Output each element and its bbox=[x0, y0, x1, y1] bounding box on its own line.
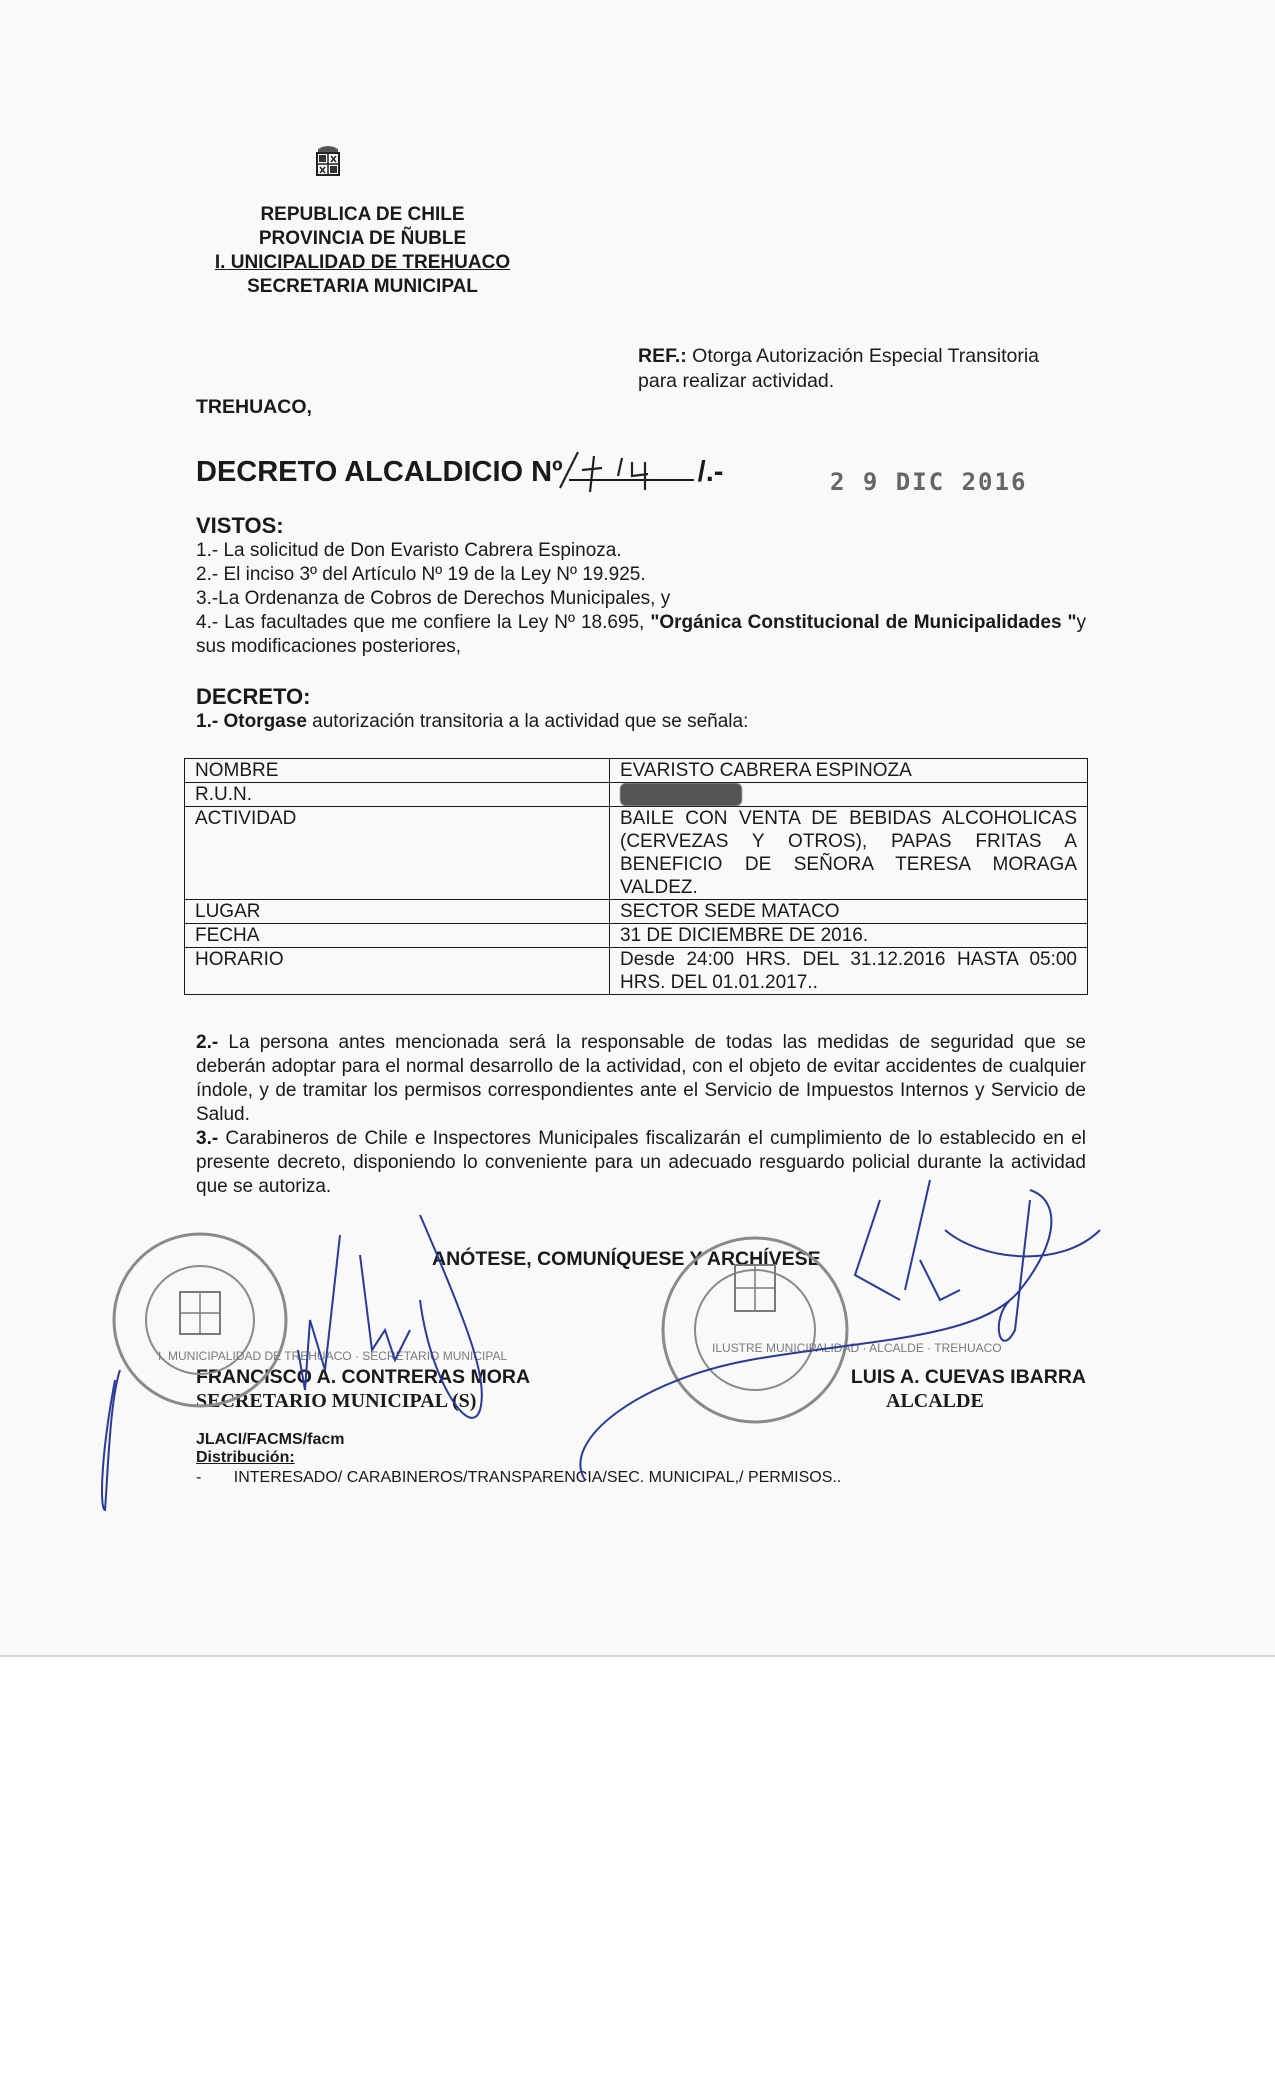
ref-label: REF.: bbox=[638, 345, 687, 367]
redacted-run: 10.734.179-K bbox=[620, 783, 742, 806]
footer bbox=[196, 1431, 1086, 1487]
table-cell-value: EVARISTO CABRERA ESPINOZA bbox=[610, 759, 1088, 783]
header-country: REPUBLICA DE CHILE bbox=[260, 204, 465, 225]
vistos-item-1: 1.- La solicitud de Don Evaristo Cabrera Espinoza. bbox=[196, 540, 622, 561]
decree-suffix: /.- bbox=[697, 456, 724, 488]
authorization-table bbox=[184, 758, 1088, 995]
decree-title-text: DECRETO ALCALDICIO Nº bbox=[196, 456, 563, 488]
header-province: PROVINCIA DE ÑUBLE bbox=[258, 228, 467, 249]
mayor-title: ALCALDE bbox=[886, 1390, 984, 1412]
table-row bbox=[185, 807, 1088, 900]
table-cell-value: SECTOR SEDE MATACO bbox=[610, 900, 1088, 924]
vistos-item-3: 3.-La Ordenanza de Cobros de Derechos Municipales, y bbox=[196, 588, 671, 609]
vistos-item-4-law: "Orgánica Constitucional de Municipalidades " bbox=[650, 612, 1077, 633]
letterhead bbox=[170, 203, 555, 299]
paragraph-3-number: 3.- bbox=[196, 1128, 219, 1149]
seal-right-caption: ILUSTRE MUNICIPALIDAD · ALCALDE · TREHUACO bbox=[712, 1341, 1002, 1355]
seal-left-caption: I. MUNICIPALIDAD DE TREHUACO · SECRETARIO MUNICIPAL bbox=[158, 1349, 508, 1363]
vistos-item-2: 2.- El inciso 3º del Artículo Nº 19 de la Ley Nº 19.925. bbox=[196, 564, 646, 585]
table-cell-label: NOMBRE bbox=[185, 759, 610, 783]
paragraph-1-number: 1.- bbox=[196, 711, 219, 732]
vistos-item-4-text: 4.- Las facultades que me confiere la Ley Nº 18.695, bbox=[196, 612, 645, 633]
vistos-item-4 bbox=[196, 611, 1086, 659]
table-cell-label: FECHA bbox=[185, 924, 610, 948]
table-row bbox=[185, 948, 1088, 995]
date-stamp: 2 9 DIC 2016 bbox=[830, 468, 1028, 496]
initials: JLACI/FACMS/facm bbox=[196, 1431, 345, 1448]
decreto-section bbox=[196, 684, 1086, 734]
secretary-name: FRANCISCO A. CONTRERAS MORA bbox=[196, 1366, 531, 1388]
paragraph-2-number: 2.- bbox=[196, 1032, 219, 1053]
table-row bbox=[185, 783, 1088, 807]
table-row bbox=[185, 924, 1088, 948]
table-cell-value bbox=[610, 783, 1088, 807]
paragraph-3 bbox=[196, 1127, 1086, 1199]
paragraph-1-text: autorización transitoria a la actividad que se señala: bbox=[312, 711, 749, 732]
ref-text: Otorga Autorización Especial Transitoria para realizar actividad. bbox=[638, 345, 1040, 392]
decree-title bbox=[196, 453, 723, 489]
paragraph-2 bbox=[196, 1031, 1086, 1127]
table-cell-label: ACTIVIDAD bbox=[185, 807, 610, 900]
table-cell-value: Desde 24:00 HRS. DEL 31.12.2016 HASTA 05:00 HRS. DEL 01.01.2017.. bbox=[610, 948, 1088, 995]
reference-block bbox=[638, 344, 1078, 394]
header-municipality: I. UNICIPALIDAD DE TREHUACO bbox=[214, 252, 511, 273]
decreto-paragraph-1 bbox=[196, 710, 1086, 734]
vistos-item-4-tail: y sus modificaciones posteriores, bbox=[196, 612, 1087, 657]
paragraph-1-verb: Otorgase bbox=[223, 711, 307, 732]
vistos-section bbox=[196, 513, 1086, 659]
table-cell-value: 31 DE DICIEMBRE DE 2016. bbox=[610, 924, 1088, 948]
city-name: TREHUACO, bbox=[196, 396, 312, 418]
table-row bbox=[185, 759, 1088, 783]
paragraph-2-text: La persona antes mencionada será la responsable de todas las medidas de seguridad que se deberán adoptar para el normal desarrollo de la actividad, con el objeto de evitar accidentes de cualquier índole, y de tramitar los permisos correspondientes ante el Servicio de Impuestos Internos y Servicio de Salud. bbox=[196, 1032, 1087, 1125]
vistos-title: VISTOS: bbox=[196, 513, 284, 538]
table-cell-label: LUGAR bbox=[185, 900, 610, 924]
decreto-title: DECRETO: bbox=[196, 684, 311, 709]
distribution-line bbox=[196, 1469, 1086, 1487]
table-row bbox=[185, 900, 1088, 924]
secretary-title: SECRETARIO MUNICIPAL (S) bbox=[196, 1390, 477, 1412]
distribution-list: INTERESADO/ CARABINEROS/TRANSPARENCIA/SEC. MUNICIPAL,/ PERMISOS.. bbox=[233, 1469, 842, 1486]
signature-block bbox=[196, 1366, 1086, 1426]
closing-formula: ANÓTESE, COMUNÍQUESE Y ARCHÍVESE bbox=[432, 1248, 821, 1270]
decree-number-line bbox=[569, 453, 694, 481]
mayor-name: LUIS A. CUEVAS IBARRA bbox=[850, 1366, 1086, 1388]
header-department: SECRETARIA MUNICIPAL bbox=[247, 276, 478, 297]
table-cell-label: R.U.N. bbox=[185, 783, 610, 807]
distribution-label: Distribución: bbox=[196, 1449, 295, 1466]
table-cell-value: BAILE CON VENTA DE BEBIDAS ALCOHOLICAS (CERVEZAS Y OTROS), PAPAS FRITAS A BENEFICIO DE SEÑORA TERESA MORAGA VALDEZ. bbox=[610, 807, 1088, 900]
table-cell-label: HORARIO bbox=[185, 948, 610, 995]
coat-of-arms-icon bbox=[312, 143, 344, 183]
distribution-bullet: - bbox=[196, 1469, 202, 1486]
paragraph-3-text: Carabineros de Chile e Inspectores Municipales fiscalizarán el cumplimiento de lo establecido en el presente decreto, disponiendo lo conveniente para un adecuado resguardo policial durante la actividad que se autoriza. bbox=[196, 1128, 1086, 1197]
